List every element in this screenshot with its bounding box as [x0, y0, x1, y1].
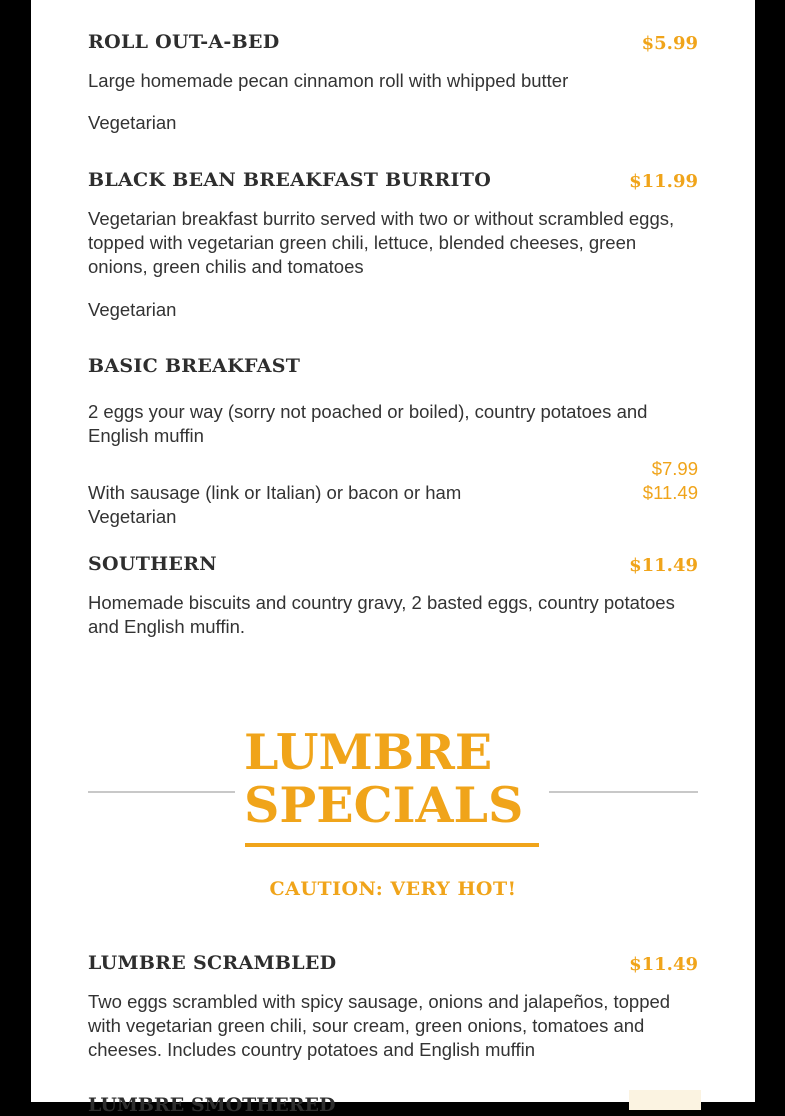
menu-item-black-bean-burrito [88, 169, 698, 322]
menu-item-southern [88, 553, 698, 639]
menu-item-option-label: With sausage (link or Italian) or bacon or ham [88, 482, 462, 503]
menu-item-price: $5.99 [641, 33, 698, 54]
caution-note: CAUTION: VERY HOT! [269, 878, 517, 900]
menu-item-price: $11.49 [629, 555, 698, 576]
menu-item-tag: Vegetarian [88, 506, 177, 527]
menu-item-price: $11.99 [629, 171, 698, 192]
section-rule-right [549, 791, 698, 793]
menu-item-description: Vegetarian breakfast burrito served with two or without scrambled eggs, topped with vegetarian green chili, lettuce, blended cheeses, green onions, green chilis and tomatoes [88, 208, 675, 277]
menu-item-title: BLACK BEAN BREAKFAST BURRITO [88, 169, 492, 191]
section-title-line2: SPECIALS [244, 776, 524, 834]
section-title-underline [245, 843, 539, 847]
menu-item-title: BASIC BREAKFAST [88, 355, 301, 377]
menu-item-description: 2 eggs your way (sorry not poached or boiled), country potatoes and English muffin [88, 401, 648, 446]
menu-item-title: ROLL OUT-A-BED [88, 31, 280, 53]
menu-item-title-partial: LUMBRE SMOTHERED [88, 1094, 336, 1116]
menu-item-price: $11.49 [629, 954, 698, 975]
menu-item-description: Large homemade pecan cinnamon roll with whipped butter [88, 70, 569, 91]
menu-item-option-price: $11.49 [642, 482, 698, 503]
menu-item-header [88, 553, 698, 581]
menu-item-description: Two eggs scrambled with spicy sausage, onions and jalapeños, topped with vegetarian green chili, sour cream, green onions, tomatoes and cheeses. Includes country potatoes and English muffin [88, 991, 671, 1060]
section-title [244, 723, 544, 834]
menu-item-header [88, 355, 698, 383]
menu-item-roll-out-a-bed [88, 31, 698, 135]
menu-item-header [88, 31, 698, 59]
menu-item-description: Homemade biscuits and country gravy, 2 basted eggs, country potatoes and English muffin. [88, 592, 675, 637]
menu-item-title: LUMBRE SCRAMBLED [88, 952, 337, 974]
menu-item-option-row [88, 481, 698, 505]
menu-item-basic-breakfast [88, 355, 698, 529]
menu-item-tag: Vegetarian [88, 112, 177, 133]
menu-item-header [88, 952, 698, 980]
menu-item-price-partial [629, 1090, 701, 1110]
section-rule-left [88, 791, 235, 793]
menu-item-tag: Vegetarian [88, 299, 177, 320]
menu-item-title: SOUTHERN [88, 553, 217, 575]
menu-item-base-price: $7.99 [651, 458, 698, 479]
menu-page [31, 0, 755, 1116]
menu-item-header [88, 169, 698, 197]
menu-item-lumbre-scrambled [88, 952, 698, 1062]
section-title-line1: LUMBRE [244, 723, 493, 781]
